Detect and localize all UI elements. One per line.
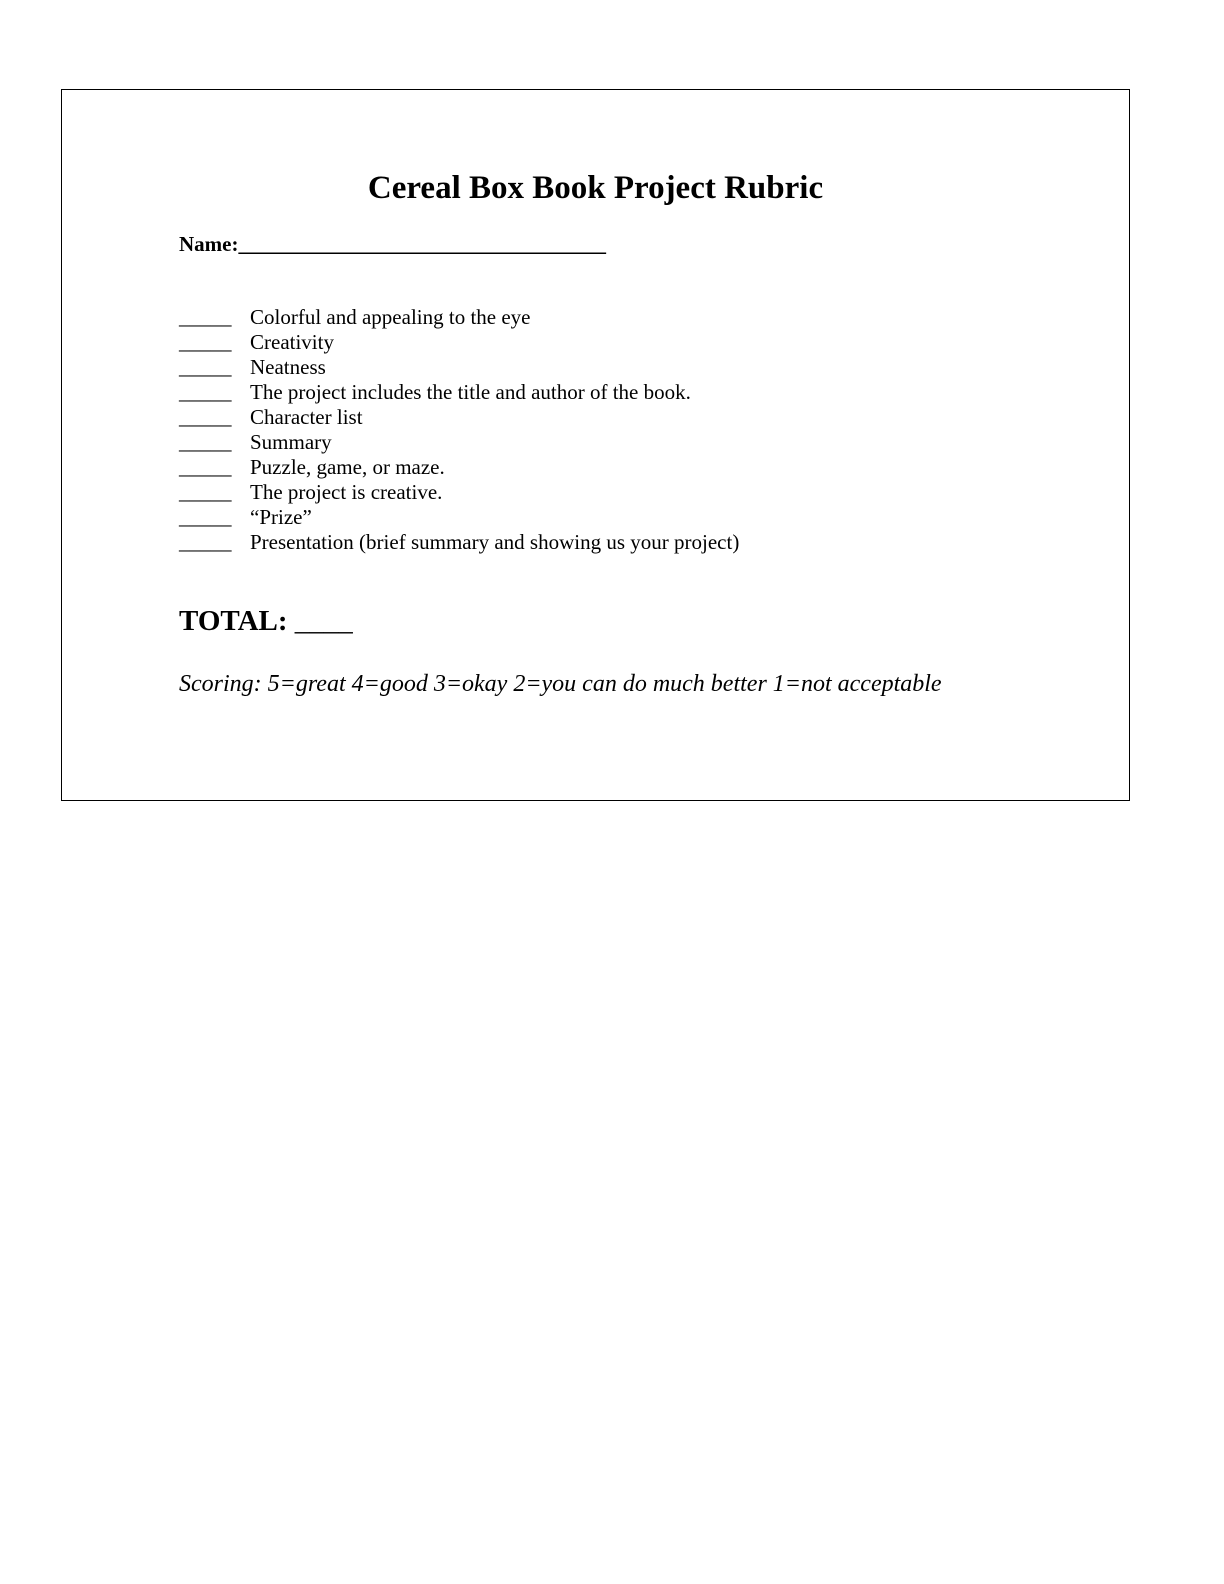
criteria-label: Colorful and appealing to the eye [250, 305, 531, 329]
criteria-label: Creativity [250, 330, 334, 354]
criteria-item [179, 305, 739, 330]
total-blank: ____ [294, 605, 353, 637]
criteria-label: Summary [250, 430, 332, 454]
score-blank: _____ [179, 355, 232, 379]
criteria-item [179, 330, 739, 355]
scoring-legend: Scoring: 5=great 4=good 3=okay 2=you can do much better 1=not acceptable [179, 671, 942, 697]
name-field [179, 232, 606, 256]
criteria-label: Character list [250, 405, 363, 429]
total-label: TOTAL: [179, 605, 288, 637]
score-blank: _____ [179, 380, 232, 404]
score-blank: _____ [179, 480, 232, 504]
criteria-item [179, 430, 739, 455]
criteria-label: Puzzle, game, or maze. [250, 455, 445, 479]
score-blank: _____ [179, 305, 232, 329]
criteria-item [179, 530, 739, 555]
page-title: Cereal Box Book Project Rubric [367, 170, 824, 206]
score-blank: _____ [179, 405, 232, 429]
score-blank: _____ [179, 330, 232, 354]
criteria-item [179, 380, 739, 405]
score-blank: _____ [179, 505, 232, 529]
score-blank: _____ [179, 530, 232, 554]
criteria-label: The project includes the title and author of the book. [250, 380, 691, 404]
criteria-item [179, 505, 739, 530]
score-blank: _____ [179, 430, 232, 454]
name-blank: ___________________________________ [238, 232, 606, 256]
name-label: Name: [179, 232, 239, 256]
criteria-item [179, 455, 739, 480]
score-blank: _____ [179, 455, 232, 479]
criteria-label: The project is creative. [250, 480, 443, 504]
criteria-item [179, 480, 739, 505]
criteria-label: Neatness [250, 355, 326, 379]
criteria-label: “Prize” [250, 505, 312, 529]
criteria-item [179, 355, 739, 380]
criteria-item [179, 405, 739, 430]
criteria-list [179, 305, 739, 555]
criteria-label: Presentation (brief summary and showing us your project) [250, 530, 740, 554]
total-line [179, 605, 353, 637]
rubric-box [61, 89, 1130, 801]
